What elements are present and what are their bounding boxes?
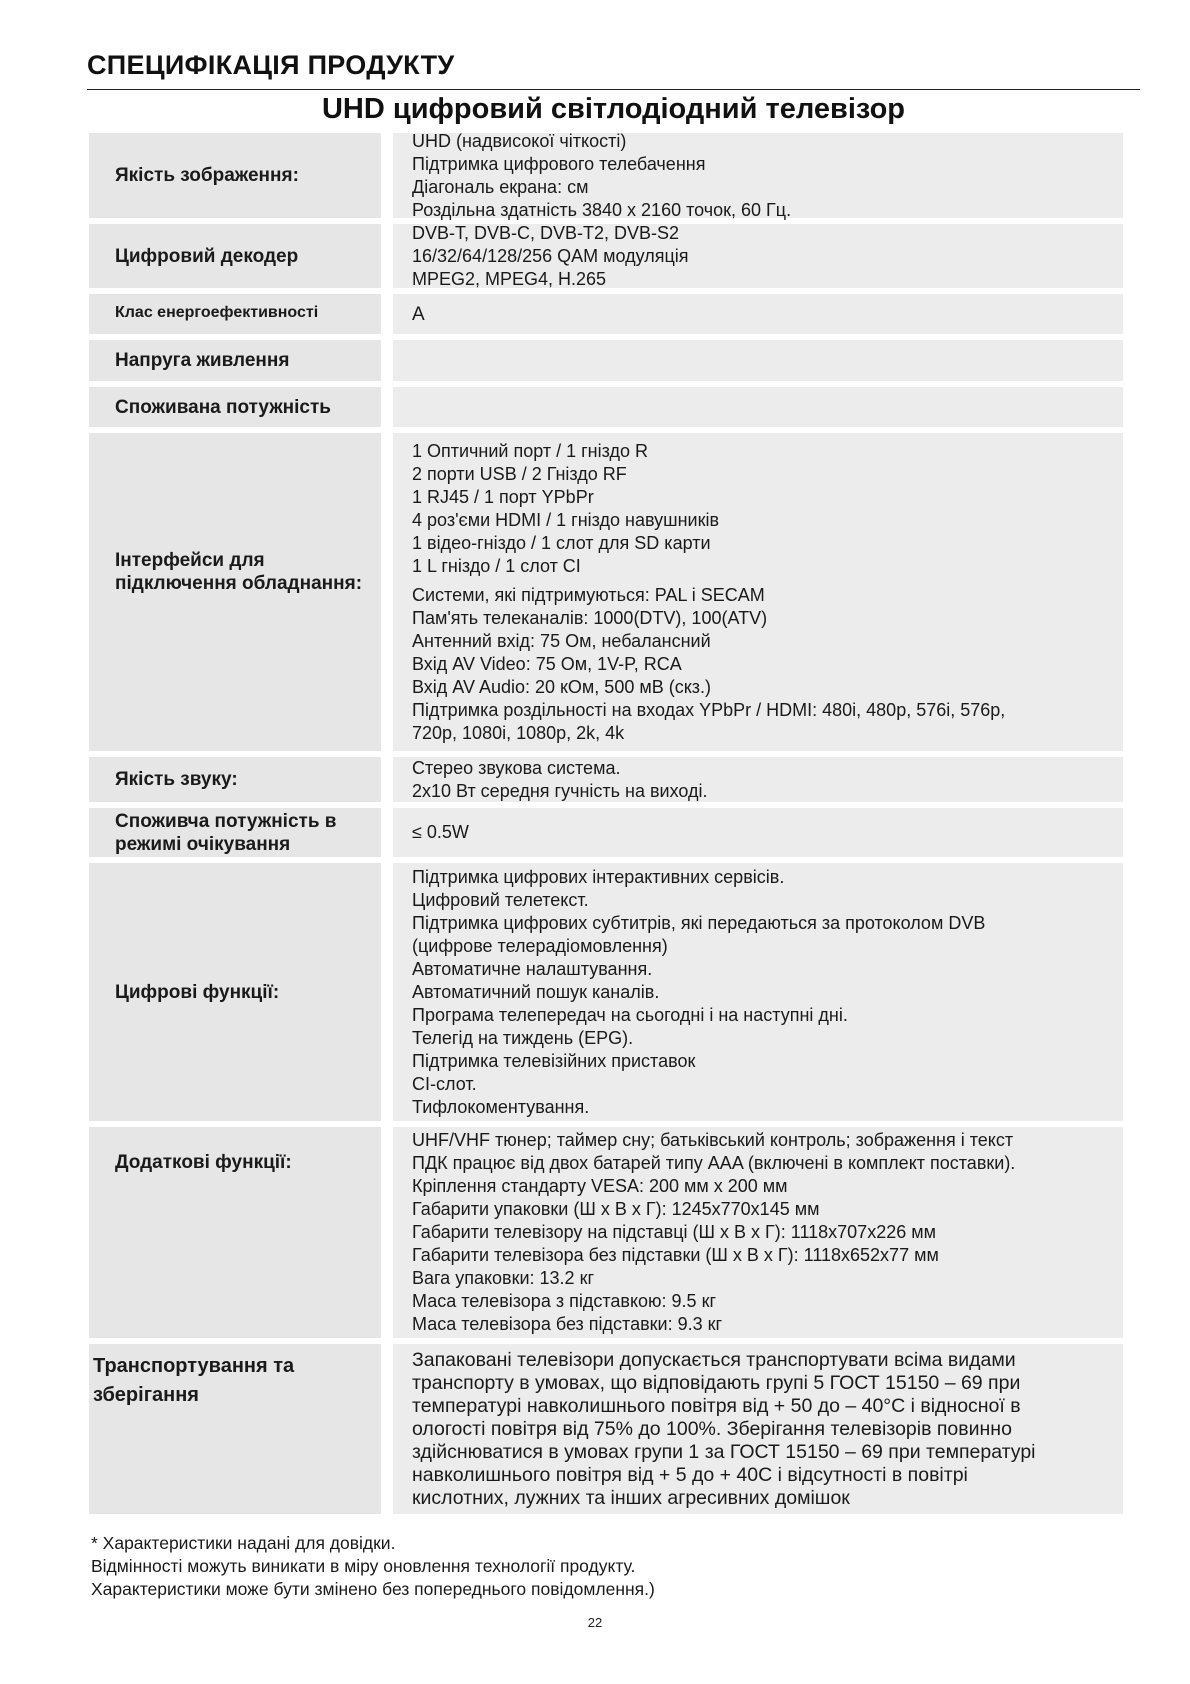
text-line: Запаковані телевізори допускається транспортувати всіма видами bbox=[412, 1348, 1016, 1371]
spec-label-standby: Споживча потужність в режимі очікування bbox=[89, 808, 381, 857]
text-line: ологості повітря від 75% до 100%. Зберігання телевізорів повинно bbox=[412, 1417, 1012, 1440]
text-line: Вхід AV Audio: 20 кОм, 500 мВ (скз.) bbox=[412, 676, 712, 697]
text-line: Телегід на тиждень (EPG). bbox=[412, 1027, 634, 1048]
spec-value-interfaces bbox=[393, 433, 1123, 751]
spec-value-voltage bbox=[393, 340, 1123, 381]
text-line: 4 роз'єми HDMI / 1 гніздо навушників bbox=[412, 509, 720, 530]
page-title: СПЕЦИФІКАЦІЯ ПРОДУКТУ bbox=[87, 50, 455, 80]
text-line: * Характеристики надані для довідки. bbox=[91, 1533, 396, 1553]
text-line: Вхід AV Video: 75 Ом, 1V-P, RCA bbox=[412, 653, 682, 674]
interfaces-ports bbox=[412, 440, 1115, 578]
text-line: MPEG2, MPEG4, H.265 bbox=[412, 268, 607, 289]
text-line: температурі навколишнього повітря від + 50 до – 40°C і відносної в bbox=[412, 1394, 1021, 1417]
spec-table bbox=[89, 130, 1123, 1520]
text-line: Підтримка цифрових субтитрів, які передаються за протоколом DVB bbox=[412, 912, 986, 933]
spec-label-extra: Додаткові функції: bbox=[89, 1127, 381, 1338]
spec-label-power: Споживана потужність bbox=[89, 387, 381, 427]
text-line: 1 Оптичний порт / 1 гніздо R bbox=[412, 440, 648, 461]
text-line: (цифрове телерадіомовлення) bbox=[412, 935, 668, 956]
text-line: 720p, 1080i, 1080p, 2k, 4k bbox=[412, 722, 625, 743]
spec-label-transport: Транспортування та зберігання bbox=[89, 1344, 381, 1514]
spec-label-decoder: Цифровий декодер bbox=[89, 224, 381, 288]
text-line: 16/32/64/128/256 QAM модуляція bbox=[412, 245, 689, 266]
text-line: Характеристики може бути змінено без попереднього повідомлення.) bbox=[91, 1579, 655, 1599]
text-line: транспорту в умовах, що відповідають групі 5 ГОСТ 15150 – 69 при bbox=[412, 1371, 1021, 1394]
text-line: кислотних, лужних та інших агресивних домішок bbox=[412, 1486, 850, 1509]
text-line: DVB-T, DVB-C, DVB-T2, DVB-S2 bbox=[412, 222, 680, 243]
text-line: 1 L гніздо / 1 слот CI bbox=[412, 555, 581, 576]
text-line: Діагональ екрана: см bbox=[412, 176, 589, 197]
text-line: Габарити телевізору на підставці (Ш х В х Г): 1118x707x226 мм bbox=[412, 1222, 936, 1242]
text-line: Програма телепередач на сьогодні і на наступні дні. bbox=[412, 1004, 848, 1025]
spec-label-sound: Якість звуку: bbox=[89, 757, 381, 802]
text-line: Кріплення стандарту VESA: 200 мм х 200 мм bbox=[412, 1176, 788, 1196]
spec-value-energy-class bbox=[393, 294, 1123, 334]
text-line: Стерео звукова система. bbox=[412, 757, 621, 778]
text-line: Системи, які підтримуються: PAL і SECAM bbox=[412, 584, 765, 605]
spec-row-power bbox=[89, 387, 1123, 427]
spec-label-voltage: Напруга живлення bbox=[89, 340, 381, 381]
text-line: 1 RJ45 / 1 порт YPbPr bbox=[412, 486, 594, 507]
text-line: Відмінності можуть виникати в міру оновлення технології продукту. bbox=[91, 1556, 636, 1576]
standby-value: ≤ 0.5W bbox=[412, 822, 469, 842]
spec-label-picture: Якість зображення: bbox=[89, 133, 381, 218]
text-line: Пам'ять телеканалів: 1000(DTV), 100(ATV) bbox=[412, 607, 768, 628]
text-line: ПДК працює від двох батарей типу AAA (включені в комплект поставки). bbox=[412, 1153, 1016, 1173]
text-line: Підтримка цифрових інтерактивних сервісів. bbox=[412, 866, 785, 887]
text-line: Підтримка телевізійних приставок bbox=[412, 1050, 696, 1071]
spec-value-standby bbox=[393, 808, 1123, 857]
page-subtitle: UHD цифровий світлодіодний телевізор bbox=[321, 93, 906, 125]
text-line: UHF/VHF тюнер; таймер сну; батьківський контроль; зображення і текст bbox=[412, 1130, 1014, 1150]
spec-row-picture bbox=[89, 130, 1123, 220]
spec-row-decoder bbox=[89, 224, 1123, 288]
text-line: 1 відео-гніздо / 1 слот для SD карти bbox=[412, 532, 711, 553]
text-line: Габарити упаковки (Ш х В х Г): 1245x770x145 мм bbox=[412, 1199, 820, 1219]
spec-label-interfaces: Інтерфейси для підключення обладнання: bbox=[89, 433, 381, 751]
text-line: Маса телевізора без підставки: 9.3 кг bbox=[412, 1314, 723, 1334]
text-line: Габарити телевізора без підставки (Ш х В х Г): 1118x652x77 мм bbox=[412, 1245, 939, 1265]
spec-value-decoder bbox=[393, 224, 1123, 288]
spec-value-picture bbox=[393, 130, 1123, 220]
spec-row-interfaces bbox=[89, 433, 1123, 751]
spec-label-digital: Цифрові функції: bbox=[89, 863, 381, 1121]
text-line: CI-слот. bbox=[412, 1073, 477, 1094]
spec-row-voltage bbox=[89, 340, 1123, 381]
text-line: UHD (надвисокої чіткості) bbox=[412, 130, 627, 151]
text-line: здійснюватися в умовах групи 1 за ГОСТ 15150 – 69 при температурі bbox=[412, 1440, 1036, 1463]
text-line: Автоматичне налаштування. bbox=[412, 958, 653, 979]
spec-row-digital bbox=[89, 863, 1123, 1121]
page-number: 22 bbox=[587, 1615, 603, 1630]
spec-row-energy-class bbox=[89, 294, 1123, 334]
text-line: 2x10 Вт середня гучність на виході. bbox=[412, 780, 708, 801]
text-line: Підтримка цифрового телебачення bbox=[412, 153, 706, 174]
title-divider bbox=[87, 89, 1140, 90]
text-line: 2 порти USB / 2 Гніздо RF bbox=[412, 463, 627, 484]
spec-row-sound bbox=[89, 757, 1123, 802]
spec-value-transport bbox=[393, 1344, 1123, 1514]
text-line: Тифлокоментування. bbox=[412, 1096, 590, 1117]
spec-label-energy-class: Клас енергоефективності bbox=[89, 294, 381, 334]
spec-row-standby bbox=[89, 808, 1123, 857]
text-line: Маса телевізора з підставкою: 9.5 кг bbox=[412, 1291, 717, 1311]
text-line: Цифровий телетекст. bbox=[412, 889, 589, 910]
spec-row-transport bbox=[89, 1344, 1123, 1514]
interfaces-systems bbox=[412, 584, 1115, 745]
spec-value-sound bbox=[393, 757, 1123, 802]
text-line: Антенний вхід: 75 Ом, небалансний bbox=[412, 630, 711, 651]
text-line: Роздільна здатність 3840 х 2160 точок, 60 Гц. bbox=[412, 199, 792, 220]
text-line: Автоматичний пошук каналів. bbox=[412, 981, 660, 1002]
text-line: Вага упаковки: 13.2 кг bbox=[412, 1268, 595, 1288]
spec-value-digital bbox=[393, 863, 1123, 1121]
footnote bbox=[91, 1532, 655, 1601]
text-line: Підтримка роздільності на входах YPbPr / HDMI: 480i, 480p, 576i, 576p, bbox=[412, 699, 1006, 720]
energy-class-value: A bbox=[412, 303, 425, 325]
spec-value-power bbox=[393, 387, 1123, 427]
text-line: навколишнього повітря від + 5 до + 40C і відсутності в повітрі bbox=[412, 1463, 968, 1486]
spec-row-extra bbox=[89, 1127, 1123, 1338]
spec-value-extra bbox=[393, 1127, 1123, 1338]
